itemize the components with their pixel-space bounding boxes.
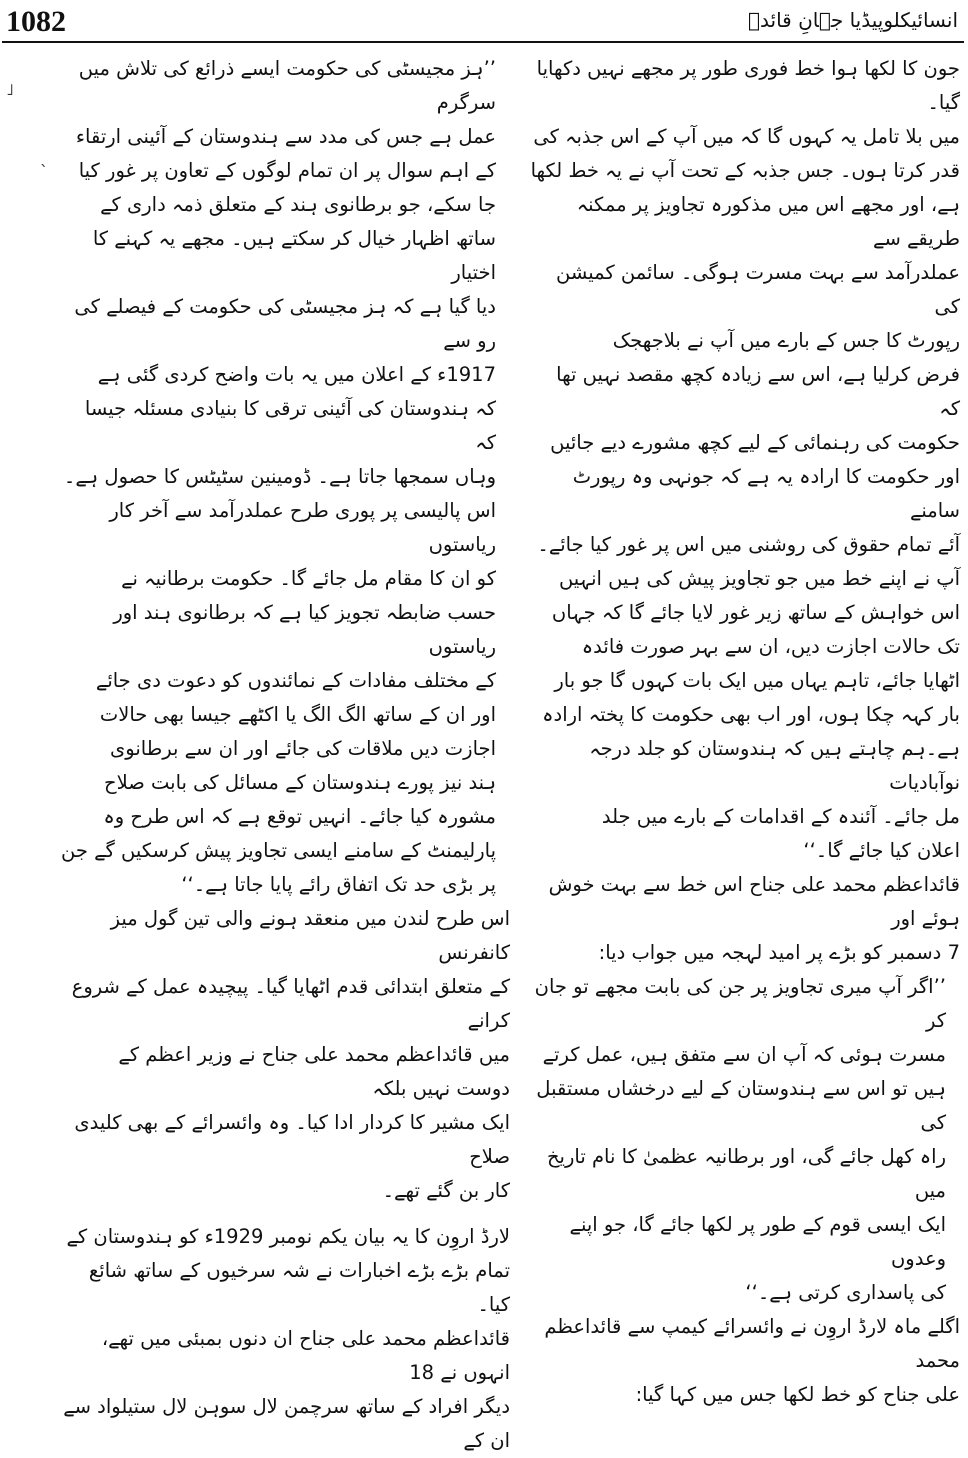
paragraph-government-statement-quote: ’’ہز مجیسٹی کی حکومت ایسے ذرائع کی تلاش میں سرگرم عمل ہے جس کی مدد سے ہندوستان کے آئینی ارتقاء کے اہم سوال پر ان تمام لوگوں کے تعاون پر غور کیا جا سکے، جو برطانوی ہند کے متعلق ذمہ داری کے ساتھ اظہار خیال کر سکتے ہیں۔ مجھے یہ کہنے کا اختیار دیا گیا ہے کہ ہز مجیسٹی کی حکومت کے فیصلے کی رو سے 1917ء کے اعلان میں یہ بات واضح کردی گئی ہے کہ ہندوستان کی آئینی ترقی کا بنیادی مسئلہ جیسا کہ وہاں سمجھا جاتا ہے۔ ڈومینین سٹیٹس کا حصول ہے۔ اس پالیسی پر پوری طرح عملدرآمد سے آخر کار ریاستوں کو ان کا مقام مل جائے گا۔ حکومت برطانیہ نے حسب ضابطہ تجویز کیا ہے کہ برطانوی ہند اور ریاستوں کے مختلف مفادات کے نمائندوں کو دعوت دی جائے اور ان کے ساتھ الگ الگ یا اکٹھے جیسا بھی حالات اجازت دیں ملاقات کی جائے اور ان سے برطانوی ہند نیز پورے ہندوستان کے مسائل کی بابت صلاح مشورہ کیا جائے۔ انہیں توقع ہے کہ اس طرح وہ پارلیمنٹ کے سامنے ایسی تجاویز پیش کرسکیں گے جن پر بڑی حد تک اتفاق رائے پایا جاتا ہے۔‘‘ [61,57,496,896]
left-column [60,52,510,1452]
page-header [0,0,968,42]
paragraph-jinnah-reply-quote: ’’اگر آپ میری تجاویز پر جن کی بابت مجھے تو جان کر مسرت ہوئی کہ آپ ان سے متفق ہیں، عمل کرتے ہیں تو اس سے ہندوستان کے لیے درخشاں مستقبل کی راہ کھل جائے گی، اور برطانیہ عظمیٰ کا نام تاریخ میں ایک ایسی قوم کے طور پر لکھا جائے گا، جو اپنے وعدوں کی پاسداری کرتی ہے۔‘‘ [534,975,946,1304]
paragraph-irwin-statement: لارڈ اروِن کا یہ بیان یکم نومبر 1929ء کو ہندوستان کے تمام بڑے بڑے اخبارات نے شہ سرخیوں کے ساتھ شائع کیا۔ قائداعظم محمد علی جناح ان دنوں بمبئی میں تھے، انہوں نے 18 دیگر افراد کے ساتھ سرچمن لال سوہن لال ستیلواد سے ان کے [63,1225,510,1452]
header-divider [2,41,964,43]
right-column [530,52,960,1406]
paragraph-letter-continuation: جون کا لکھا ہوا خط فوری طور پر مجھے نہیں دکھایا گیا۔ میں بلا تامل یہ کہوں گا کہ میں آپ کے اس جذبہ کی قدر کرتا ہوں۔ جس جذبہ کے تحت آپ نے یہ خط لکھا ہے، اور مجھے اس میں مذکورہ تجاویز پر ممکنہ طریقے سے عملدرآمد سے بہت مسرت ہوگی۔ سائمن کمیشن کی رپورٹ کا جس کے بارے میں آپ نے بلاجھجک فرض کرلیا ہے، اس سے زیادہ کچھ مقصد نہیں تھا کہ حکومت کی رہنمائی کے لیے کچھ مشورے دیے جائیں اور حکومت کا ارادہ یہ ہے کہ جونہی وہ رپورٹ سامنے آئے تمام حقوق کی روشنی میں اس پر غور کیا جائے۔ آپ نے اپنے خط میں جو تجاویز پیش کی ہیں انہیں اس خواہش کے ساتھ زیر غور لایا جائے گا کہ جہاں تک حالات اجازت دیں، ان سے بہر صورت فائدہ اٹھایا جائے، تاہم یہاں میں ایک بات کہوں گا جو بار بار کہہ چکا ہوں، اور اب بھی حکومت کا پختہ ارادہ ہے۔ہم چاہتے ہیں کہ ہندوستان کو جلد درجہ نوآبادیات مل جائے۔ آئندہ کے اقدامات کے بارے میں جلد اعلان کیا جائے گا۔‘‘ [530,57,960,862]
margin-tick-mark: ˎ [40,148,48,167]
paragraph-round-table-conference: اس طرح لندن میں منعقد ہونے والی تین گول میز کانفرنس کے متعلق ابتدائی قدم اٹھایا گیا۔ پیچیدہ عمل کے شروع کرانے میں قائداعظم محمد علی جناح نے وزیر اعظم کے دوست نہیں بلکہ ایک مشیر کا کردار ادا کیا۔ وہ وائسرائے کے بھی کلیدی صلاح کار بن گئے تھے۔ [71,907,510,1202]
paragraph-spacer [60,1208,510,1220]
paragraph-jinnah-reply-intro: قائداعظم محمد علی جناح اس خط سے بہت خوش ہوئے اور 7 دسمبر کو بڑے پر امید لہجہ میں جواب دیا: [548,873,960,964]
paragraph-irwin-next-letter: اگلے ماہ لارڈ اروِن نے وائسرائے کیمپ سے قائداعظم محمد علی جناح کو خط لکھا جس میں کہا گیا: [544,1315,960,1406]
margin-tick-mark: ˩ [6,80,14,99]
running-title: انسائیکلوپیڈیا جہانِ قائدؒ [748,8,958,32]
page-number: 1082 [6,5,66,38]
